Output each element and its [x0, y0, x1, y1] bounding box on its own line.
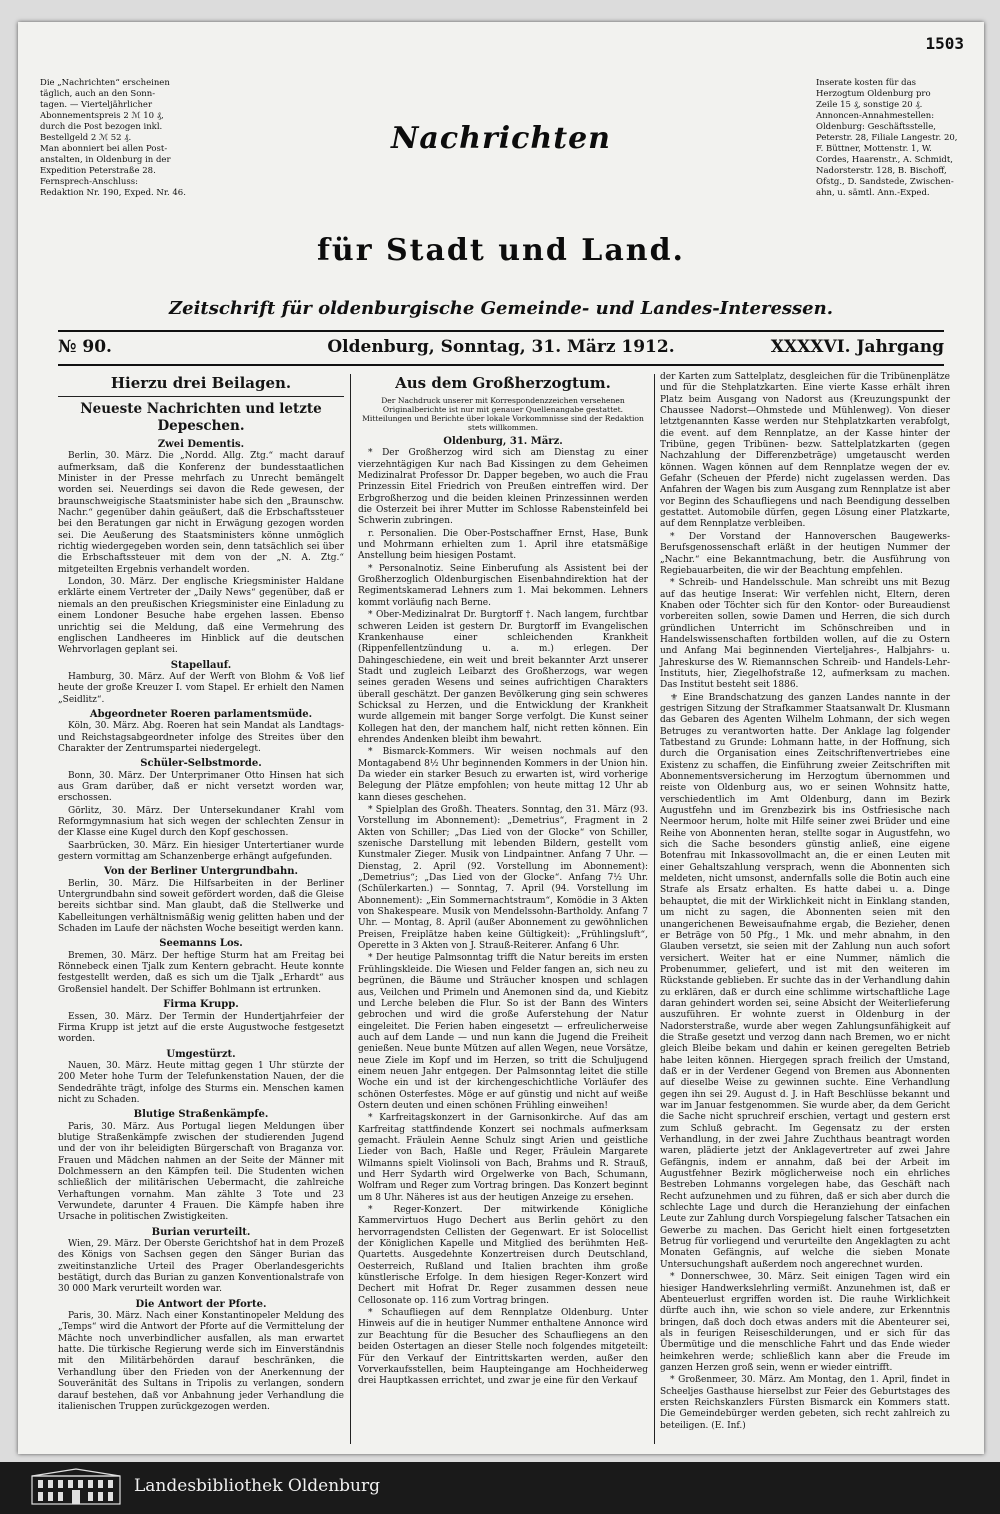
info-line: tagen. — Vierteljährlicher: [40, 100, 153, 110]
article-paragraph: * Schaufliegen auf dem Rennplatze Oldenburg. Unter Hinweis auf die in heutiger Nummer enthaltene Annonce wird zur Beachtung für die Besucher des Schaufliegens an den beiden Ostertagen an dieser Stelle noch folgendes mitgeteilt: Für den Verkauf der Eintrittskarten werden, außer den Vorverkaufsstellen, beim Haupteingange am Hochheiderweg drei Hauptkassen errichtet, und zwar je eine für den Verkauf: [358, 1308, 648, 1387]
article-heading: Schüler-Selbstmorde.: [140, 758, 262, 770]
section-title: Aus dem Großherzogtum.: [395, 374, 611, 392]
column-divider: [350, 374, 351, 1444]
article-paragraph: * Bismarck-Kommers. Wir weisen nochmals auf den Montagabend 8½ Uhr beginnenden Kommers in der Union hin. Da wieder ein starker Besuch zu erwarten ist, wird vorherige Belegung der Plätze empfohlen; von heute mittag 12 Uhr ab kann dieses geschehen.: [358, 747, 648, 803]
article-paragraph: * Der heutige Palmsonntag trifft die Natur bereits im ersten Frühlingskleide. Die Wiesen und Felder fangen an, sich neu zu begrünen, die Bäume und Sträucher knospen und schlagen aus, Veilchen und Primeln und Anemonen sind da, und Kiebitz und Lerche beleben die Flur. So ist der Bann des Winters gebrochen und wird die große Auferstehung der Natur eingeleitet. Die Ferien haben eingesetzt — erfreulicherweise auch auf dem Lande — und nun kann die Jugend die Freiheit genießen. Neue bunte Mützen auf allen Wegen, neue Vorsätze, neue Ziele im Kopf und im Herzen, so tritt die Schuljugend einem neuen Jahr entgegen. Der Palmsonntag leitet die stille Woche ein und ist der kirchengeschichtliche Vorläufer des schönen Osterfestes. Möge er auf günstig und nicht auf weiße Ostern deuten und einen schönen Frühling einweihen!: [358, 953, 648, 1111]
bottom-rule: [58, 364, 944, 366]
issue-number: № 90.: [58, 337, 112, 357]
info-line: Cordes, Haarenstr., A. Schmidt,: [816, 155, 953, 165]
info-line: Ofstg., D. Sandstede, Zwischen-: [816, 177, 954, 187]
article-paragraph: Hamburg, 30. März. Auf der Werft von Blohm & Voß lief heute der große Kreuzer I. vom Stapel. Er erhielt den Namen „Seidlitz“.: [58, 671, 344, 705]
article-paragraph: * Ober-Medizinalrat Dr. Burgtorff †. Nach langem, furchtbar schweren Leiden ist gestern Dr. Burgtorff im Evangelischen Krankenhause einer schleichenden Krankheit (Rippenfellentzündung u. a. m.) erlegen. Der Dahingeschiedene, ein weit und breit bekannter Arzt unserer Stadt und zugleich Leibarzt des Großherzogs, war wegen seines geraden Wesens und seines aufrichtigen Charakters überall geschätzt. Der ganzen Bevölkerung ging sein schweres Schicksal zu Herzen, und die Entwicklung der Krankheit wurde allgemein mit banger Sorge verfolgt. Die Kunst seiner Kollegen hat den, der manchem half, nicht retten können. Ein ehrendes Andenken bleibt ihm bewahrt.: [358, 610, 648, 745]
article-paragraph: Saarbrücken, 30. März. Ein hiesiger Untertertianer wurde gestern vormittag am Schanzenberge erhängt aufgefunden.: [58, 840, 344, 863]
info-line: Annoncen-Annahmestellen:: [816, 111, 935, 121]
info-line: Man abonniert bei allen Post-: [40, 144, 168, 154]
article-paragraph: Berlin, 30. März. Die Hilfsarbeiten in der Berliner Untergrundbahn sind soweit gefördert worden, daß die Gleise bereits sichtbar sind. Man glaubt, daß die Stellwerke und Kabelleitungen verhältnismäßig wenig gelitten haben und der Schaden im Laufe der nächsten Woche beseitigt werden kann.: [58, 878, 344, 935]
article-heading: Seemanns Los.: [159, 938, 243, 950]
article-paragraph: Essen, 30. März. Der Termin der Hundertjahrfeier der Firma Krupp ist jetzt auf die erste Augustwoche festgesetzt worden.: [58, 1011, 344, 1045]
column-left: [58, 372, 344, 1414]
article-paragraph: * Personalnotiz. Seine Einberufung als Assistent bei der Großherzoglich Oldenburgischen Eisenbahndirektion hat der Regimentskamerad Lehners zum 1. Mai bekommen. Lehners kommt vorläufig nach Berne.: [358, 563, 648, 608]
footer-bar: [0, 1462, 1000, 1514]
info-line: Zeile 15 ₰, sonstige 20 ₰.: [816, 100, 923, 110]
article-heading: Burian verurteilt.: [151, 1226, 251, 1238]
info-line: durch die Post bezogen inkl.: [40, 122, 163, 132]
newspaper-page: [18, 22, 984, 1454]
page-number: 1503: [925, 34, 964, 53]
info-line: Oldenburg: Geschäftsstelle,: [816, 122, 937, 132]
article-paragraph: * Spielplan des Großh. Theaters. Sonntag, den 31. März (93. Vorstellung im Abonnement): „Demetrius“, Fragment in 2 Akten von Schiller; „Das Lied von der Glocke“ von Schiller, szenische Darstellung mit lebenden Bildern, gestellt vom Kunstmaler Zieger. Musik von Lindpaintner. Anfang 7 Uhr. — Dienstag, 2. April (92. Vorstellung im Abonnement): „Demetrius“; „Das Lied von der Glocke“. Anfang 7½ Uhr. (Schülerkarten.) — Sonntag, 7. April (94. Vorstellung im Abonnement): „Ein Sommernachtstraum“, Komödie in 3 Akten von Shakespeare. Musik von Mendelssohn-Bartholdy. Anfang 7 Uhr. — Montag, 8. April (außer Abonnement zu gewöhnlichen Preisen, Freiplätze haben keine Gültigkeit): „Frühlingsluft“, Operette in 3 Akten von J. Strauß-Reiterer. Anfang 6 Uhr.: [358, 805, 648, 952]
masthead-tagline: Zeitschrift für oldenburgische Gemeinde- und Landes-Interessen.: [169, 298, 833, 319]
article-paragraph: Paris, 30. März. Nach einer Konstantinopeler Meldung des „Temps“ wird die Antwort der Pforte auf die Vermittelung der Mächte noch unverbindlicher ausfallen, als man erwartet hatte. Die türkische Regierung werde sich im Einverständnis mit den Militärbehörden darauf beschränken, die Verhandlung über den Frieden von der Anerkennung der Souveränität des Sultans in Tripolis zu verlangen, sondern darauf bestehen, daß vor Anbahnung jeder Verhandlung die italienischen Truppen zurückgezogen werden.: [58, 1311, 344, 1412]
library-building-icon: [30, 1468, 122, 1506]
info-line: anstalten, in Oldenburg in der: [40, 155, 171, 165]
dateline: [58, 335, 944, 361]
article-paragraph: ⚜ Eine Brandschatzung des ganzen Landes nannte in der gestrigen Sitzung der Strafkammer Staatsanwalt Dr. Klusmann das Gebaren des Agenten Wilhelm Lohmann, der sich wegen Betruges zu verantworten hatte. Der Anklage lag folgender Tatbestand zu Grunde: Lohmann hatte, in der Hoffnung, sich durch die Organisation eines Zeitschriftenvertriebes eine Existenz zu schaffen, die Einführung zweier Zeitschriften mit Abonnementsversicherung im Herzogtum übernommen und reiste von Oldenburg aus, wo er seinen Wohnsitz hatte, verschiedentlich im Amt Oldenburg, dann im Bezirk Augustfehn und im Grenzbezirk bis ins Ostfriesische nach Neermoor herum, holte mit Hilfe seiner zwei Brüder und eine Reihe von Abonnenten heran, stellte sogar in Augustfehn, wo sich die Sache besonders günstig anließ, eine eigene Botenfrau mit Inkassovollmacht an, die er einen Leuten mit einer Gehaltszahlung versprach, wenn die Abonnenten sich meldeten, nicht umsonst, andernfalls solle die Botin auch eine Strafe als Ersatz erhalten. Es hatte dabei u. a. Dinge behauptet, die mit der Wirklichkeit nicht in Einklang standen, um nicht zu sagen, die Abonnenten seien mit den unangerichenen Beweisaufnahme ergab, die Bezieher, denen er Beträge von 50 Pfg., 1 Mk. und mehr abnahm, in den Glauben versetzt, sie seien mit der Zahlung nun auch sofort versichert. Weiter hat er eine Nummer, nämlich die Probenummer, geliefert, und ist mit den weiteren im Rückstande geblieben. Er suchte das in der Verhandlung dahin zu erklären, daß er durch eine schlimme wirtschaftliche Lage daran gehindert worden sei, seine Absicht der Weiterlieferung auszuführen. Er wohnte zuerst in Oldenburg in der Nadorsterstraße, wurde aber wegen Zahlungsunfähigkeit auf die Straße gesetzt und verzog dann nach Bremen, wo er nicht gleich Bleibe bekam und dahin er keinen geregelten Betrieb habe leiten können. Hiergegen sprach freilich der Umstand, daß er in der Verdener Gegend von Bremen aus Abonnenten auf dieselbe Weise zu gewinnen suchte. Eine Verhandlung gegen ihn sei 29. August d. J. in Haft Beschlüsse bekannt und war im Januar festgenommen. Sie wurde aber, da dem Gericht die Sache nicht spruchreif erschien, vertagt und gestern erst zum Schluß gebracht. Im Gegensatz zu der ersten Verhandlung, in der zwei Jahre Zuchthaus beantragt worden waren, plädierte jetzt der Anklagevertreter auf zwei Jahre Gefängnis, indem er annahm, daß bei der Arbeit im Augustfehner Bezirk möglicherweise noch ein ehrliches Bestreben Lohmanns vorgelegen habe, das Geschäft nach Recht aufzunehmen und zu führen, daß er sich aber durch die schlechte Lage und durch die Heranziehung der einfachen Leute zur Zahlung durch Vorspiegelung falscher Tatsachen ein Gewerbe zu machen. Das Gericht hielt einen fortgesetzten Betrug für vorliegend und verurteilte den Angeklagten zu acht Monaten Gefängnis, auf welche die sieben Monate Untersuchungshaft außerdem noch angerechnet wurden.: [660, 692, 950, 1270]
section-heading: Neueste Nachrichten und letzte Depeschen.: [80, 401, 322, 434]
article-paragraph: Bremen, 30. März. Der heftige Sturm hat am Freitag bei Rönnebeck einen Tjalk zum Kentern gebracht. Heute konnte festgestellt werden, daß es sich um die Tjalk „Erhardt“ aus Großensiel handelt. Der Schiffer Bohlmann ist ertrunken.: [58, 950, 344, 995]
info-line: Herzogtum Oldenburg pro: [816, 89, 931, 99]
article-heading: Zwei Dementis.: [157, 439, 245, 450]
info-line: Fernsprech-Anschluss:: [40, 177, 138, 187]
section-title: Hierzu drei Beilagen.: [110, 374, 292, 392]
reprint-note: Der Nachdruck unserer mit Korrespondenzzeichen versehenen Originalberichte ist nur mit genauer Quellenangabe gestattet. Mitteilungen und Berichte über lokale Vorkommnisse sind der Redaktion stets willkommen.: [362, 396, 644, 432]
article-paragraph: Görlitz, 30. März. Der Untersekundaner Krahl vom Reformgymnasium hat sich wegen der schlechten Zensur in der Klasse eine Kugel durch den Kopf geschossen.: [58, 805, 344, 839]
article-paragraph: Wien, 29. März. Der Oberste Gerichtshof hat in dem Prozeß des Königs von Sachsen gegen den Sänger Burian das zweitinstanzliche Urteil des Prager Oberlandesgerichts bestätigt, durch das Burian zu ganzen Konventionalstrafe von 30 000 Mark verurteilt worden war.: [58, 1239, 344, 1295]
article-paragraph: * Großenmeer, 30. März. Am Montag, den 1. April, findet in Scheeljes Gasthause hierselbst zur Feier des Geburtstages des ersten Reichskanzlers Fürsten Bismarck ein Kommers statt. Die Gemeindebürger werden gebeten, sich recht zahlreich zu beteiligen. (E. Inf.): [660, 1375, 950, 1431]
article-paragraph: * Der Vorstand der Hannoverschen Baugewerks-Berufsgenossenschaft erläßt in der heutigen Nummer der „Nachr.“ eine Bekanntmachung, betr. die Ausführung von Regiebauarbeiten, die wir der Beachtung empfehlen.: [660, 531, 950, 576]
article-heading: Firma Krupp.: [163, 999, 239, 1011]
info-line: Die „Nachrichten“ erscheinen: [40, 78, 170, 88]
masthead-title: Nachrichten: [391, 121, 611, 156]
info-line: Bestellgeld 2 ℳ 52 ₰.: [40, 133, 132, 143]
info-line: Expedition Peterstraße 28.: [40, 166, 156, 176]
article-paragraph: * Karfreitagskonzert in der Garnisonkirche. Auf das am Karfreitag stattfindende Konzert sei nochmals aufmerksam gemacht. Fräulein Aenne Schulz singt Arien und geistliche Lieder von Bach, Haßle und Reger, Fräulein Margarete Wilmanns spielt Violinsoli von Bach, Brahms und R. Strauß, und Herr Sydarth wird Orgelwerke von Bach, Schumann, Wolfram und Reger zum Vortrag bringen. Das Konzert beginnt um 8 Uhr. Näheres ist aus der heutigen Anzeige zu ersehen.: [358, 1113, 648, 1203]
article-heading: Oldenburg, 31. März.: [443, 436, 563, 447]
article-paragraph: * Reger-Konzert. Der mitwirkende Königliche Kammervirtuos Hugo Dechert aus Berlin gehört zu den hervorragendsten Cellisten der Gegenwart. Er ist Solocellist der Königlichen Kapelle und Mitglied des berühmten Heß-Quartetts. Ausgedehnte Konzertreisen durch Deutschland, Oesterreich, Rußland und Italien brachten ihm große künstlerische Erfolge. In dem hiesigen Reger-Konzert wird Dechert mit Hofrat Dr. Reger zusammen dessen neue Cellosonate op. 116 zum Vortrag bringen.: [358, 1205, 648, 1306]
article-heading: Von der Berliner Untergrundbahn.: [104, 866, 298, 878]
article-paragraph: Köln, 30. März. Abg. Roeren hat sein Mandat als Landtags- und Reichstagsabgeordneter infolge des Streites über den Charakter der Zentrumspartei niedergelegt.: [58, 721, 344, 754]
article-heading: Stapellauf.: [170, 659, 232, 671]
library-name: Landesbibliothek Oldenburg: [134, 1476, 381, 1496]
article-heading: Blutige Straßenkämpfe.: [133, 1109, 269, 1121]
column-divider: [654, 374, 655, 1444]
article-paragraph: * Donnerschwee, 30. März. Seit einigen Tagen wird ein hiesiger Handwerkslehrling vermißt. Anzunehmen ist, daß er Abenteuerlust ergriffen worden ist. Die rauhe Wirklichkeit dürfte auch ihn, wie schon so viele andere, zur Erkenntnis bringen, daß doch doch etwas anders mit die Abenteurer sei, als in feurigen Reiseschilderungen, und er sich für das Übermütige und die menschliche Fahrt und das Ende wieder heimkehren werde; schließlich kann aber die Freude im ganzen Herzen groß sein, wenn er wieder eintrifft.: [660, 1272, 950, 1373]
article-paragraph: Berlin, 30. März. Die „Nordd. Allg. Ztg.“ macht darauf aufmerksam, daß die Konferenz der bundesstaatlichen Minister in der Presse mehrfach zu Unrecht bemängelt worden sei. Neuerdings sei davon die Rede gewesen, der braunschweigische Staatsminister habe sich den „Braunschw. Nachr.“ gegenüber dahin geäußert, daß die Erbschaftssteuer bei den Beratungen gar nicht in Erwägung gezogen worden sei. Die Aeußerung des Staatsministers könne unmöglich richtig wiedergegeben worden sein, denn tatsächlich sei über die Erbschaftssteuer mit dem von der „N. A. Ztg.“ mitgeteilten Ergebnis verhandelt worden.: [58, 451, 344, 575]
volume-year: XXXXVI. Jahrgang: [770, 337, 944, 357]
section-rule: [58, 396, 344, 397]
top-rule: [58, 330, 944, 332]
info-line: ahn, u. sämtl. Ann.-Exped.: [816, 188, 930, 198]
article-paragraph: * Der Großherzog wird sich am Dienstag zu einer vierzehntägigen Kur nach Bad Kissingen zu dem Geheimen Medizinalrat Professor Dr. Dapper begeben, wo auch die Frau Prinzessin Eitel Friedrich von Preußen eintreffen wird. Der Erbgroßherzog und die beiden kleinen Prinzessinnen werden die Osterzeit bei ihrer Mutter im Schlosse Rabensteinfeld bei Schwerin zubringen.: [358, 448, 648, 527]
info-line: Peterstr. 28, Filiale Langestr. 20,: [816, 133, 958, 143]
article-heading: Umgestürzt.: [166, 1048, 236, 1060]
article-paragraph: * Schreib- und Handelsschule. Man schreibt uns mit Bezug auf das heutige Inserat: Wir verfehlen nicht, Eltern, deren Knaben oder Töchter sich für den Kontor- oder Bureaudienst vorbereiten sollen, sowie Damen und Herren, die sich durch gründlichen Unterricht im Schönschreiben und in Handelswissenschaften fortbilden wollen, auf die zu Ostern und Anfang Mai beginnenden Vierteljahres-, Halbjahrs- u. Jahreskurse des W. Riemannschen Schreib- und Handels-Lehr-Instituts, hier, Ziegelhofstraße 12, aufmerksam zu machen. Das Institut besteht seit 1886.: [660, 578, 950, 691]
info-line: Abonnementspreis 2 ℳ 10 ₰,: [40, 111, 164, 121]
article-paragraph: Nauen, 30. März. Heute mittag gegen 1 Uhr stürzte der 200 Meter hohe Turm der Telefunkenstation Nauen, der die Sendedrähte trägt, infolge des Sturms ein. Menschen kamen nicht zu Schaden.: [58, 1060, 344, 1105]
article-heading: Die Antwort der Pforte.: [135, 1298, 267, 1310]
info-line: Redaktion Nr. 190, Exped. Nr. 46.: [40, 188, 186, 198]
issue-date: Oldenburg, Sonntag, 31. März 1912.: [327, 337, 675, 357]
article-paragraph: Paris, 30. März. Aus Portugal liegen Meldungen über blutige Straßenkämpfe zwischen der studierenden Jugend und der von ihr beleidigten Bürgerschaft von Braganza vor. Frauen und Mädchen nahmen an der Seite der Männer mit Dolchmessern an den Kämpfen teil. Die Studenten wichen schließlich der militärischen Uebermacht, die zahlreiche Verhaftungen vornahm. Man zählte 3 Tote und 23 Verwundete, darunter 4 Frauen. Die Kämpfe haben ihre Ursache in politischen Zwistigkeiten.: [58, 1121, 344, 1223]
column-right: [660, 372, 950, 1433]
column-middle: [358, 372, 648, 1389]
info-line: F. Büttner, Mottenstr. 1, W.: [816, 144, 932, 154]
article-paragraph: London, 30. März. Der englische Kriegsminister Haldane erklärte einem Vertreter der „Daily News“ gegenüber, daß er niemals an den preußischen Kriegsminister eine Einladung zu einem Londoner Besuche habe ergehen lassen. Ebenso unrichtig sei die Meldung, daß eine Vermehrung des englischen Landheeres im Hinblick auf die deutschen Wehrvorlagen geplant sei.: [58, 577, 344, 656]
article-paragraph: Bonn, 30. März. Der Unterprimaner Otto Hinsen hat sich aus Gram darüber, daß er nicht versetzt worden war, erschossen.: [58, 770, 344, 804]
article-paragraph: r. Personalien. Die Ober-Postschaffner Ernst, Hase, Bunk und Mohrmann erhielten zum 1. April ihre etatsmäßige Anstellung beim hiesigen Postamt.: [358, 528, 648, 562]
article-paragraph: der Karten zum Sattelplatz, desgleichen für die Tribünenplätze und für die Stehplatzkarten. Eine vierte Kasse erhält ihren Platz beim Ausgang von Nadorst aus (Kreuzungspunkt der Chaussee Nadorst—Ohmstede und Mühlenweg). Von dieser letztgenannten Kasse werden nur Stehplatzkarten verabfolgt, die event. auf dem Rennplatze, an der Kasse hinter der Tribüne, gegen Tribünen- bezw. Sattelplatzkarten (gegen Nachzahlung der Differenzbeträge) umgetauscht werden können. Wagen können auf dem Rennplatze wegen der ev. Gefahr (Scheuen der Pferde) nicht zugelassen werden. Das Anfahren der Wagen bis zum Ausgang zum Rennplatze ist aber vor Beginn des Schaufliegens und nach Beendigung desselben gestattet. Automobile dürfen, gegen Lösung einer Platzkarte, auf dem Rennplatze verbleiben.: [660, 372, 950, 530]
info-line: täglich, auch an den Sonn-: [40, 89, 156, 99]
info-line: Inserate kosten für das: [816, 78, 917, 88]
masthead-subtitle-line: für Stadt und Land.: [316, 233, 685, 268]
article-heading: Abgeordneter Roeren parlamentsmüde.: [89, 708, 313, 720]
info-line: Nadorsterstr. 128, B. Bischoff,: [816, 166, 947, 176]
